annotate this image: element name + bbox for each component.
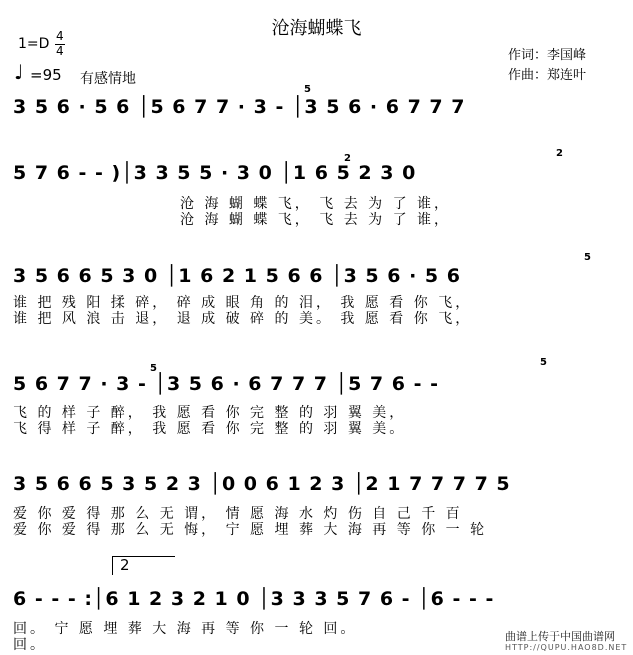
- notation-system-1: 3 5 6 · 5 6 │5 6 7 7 · 3 - │3 5 6 · 6 7 7 7: [13, 96, 466, 118]
- key-signature: 1=D: [18, 36, 50, 52]
- watermark-url: HTTP://QUPU.HAO8D.NET: [505, 643, 628, 652]
- notation-system-4: 5 6 7 7 · 3 - │3 5 6 · 6 7 7 7 │5 7 6 - -: [13, 373, 439, 395]
- time-signature-bottom: 4: [56, 44, 64, 58]
- ending-number: 2: [120, 556, 130, 574]
- lyrics-verse-2: 谁 把 风 浪 击 退， 退 成 破 碎 的 美。 我 愿 看 你 飞，: [13, 311, 473, 327]
- time-signature-top: 4: [56, 29, 64, 43]
- lyrics-verse-1: 飞 的 样 子 醉， 我 愿 看 你 完 整 的 羽 翼 美，: [13, 405, 407, 421]
- grace-note: 5: [540, 357, 547, 368]
- lyrics-verse-2: 沧 海 蝴 蝶 飞， 飞 去 为 了 谁，: [180, 212, 452, 228]
- notation-system-3: 3 5 6 6 5 3 0 │1 6 2 1 5 6 6 │3 5 6 · 5 6: [13, 265, 461, 287]
- notation-system-6: 6 - - - :│6 1 2 3 2 1 0 │3 3 3 5 7 6 - │6 - - -: [13, 588, 495, 610]
- composer-credit: 作曲：郑连叶: [508, 68, 587, 83]
- lyricist-credit: 作词：李国峰: [508, 48, 587, 63]
- watermark-text: 曲谱上传于中国曲谱网: [505, 630, 615, 643]
- song-title: 沧海蝴蝶飞: [271, 18, 362, 39]
- lyrics-verse-1: 沧 海 蝴 蝶 飞， 飞 去 为 了 谁，: [180, 196, 452, 212]
- lyrics-verse-1: 回。 宁 愿 埋 葬 大 海 再 等 你 一 轮 回。: [13, 621, 358, 637]
- grace-note: 5: [150, 363, 157, 374]
- grace-note: 2: [344, 153, 351, 164]
- expression-marking: 有感情地: [80, 71, 136, 87]
- grace-note: 5: [584, 252, 591, 263]
- lyrics-verse-2: 爱 你 爱 得 那 么 无 悔， 宁 愿 埋 葬 大 海 再 等 你 一 轮: [13, 522, 488, 538]
- lyrics-verse-2: 飞 得 样 子 醉， 我 愿 看 你 完 整 的 羽 翼 美。: [13, 421, 407, 437]
- lyrics-verse-1: 爱 你 爱 得 那 么 无 谓， 情 愿 海 水 灼 伤 自 己 千 百: [13, 506, 463, 522]
- grace-note: 2: [556, 148, 563, 159]
- grace-note: 5: [304, 84, 311, 95]
- lyrics-verse-1: 谁 把 残 阳 揉 碎， 碎 成 眼 角 的 泪， 我 愿 看 你 飞，: [13, 295, 473, 311]
- notation-system-2: 5 7 6 - - )│3 3 5 5 · 3 0 │1 6 5 2 3 0: [13, 162, 417, 184]
- tempo-marking: =95: [30, 66, 62, 84]
- notation-system-5: 3 5 6 6 5 3 5 2 3 │0 0 6 1 2 3 │2 1 7 7 7 7 5: [13, 473, 511, 495]
- quarter-note-icon: ♩: [14, 60, 24, 84]
- lyrics-verse-2: 回。: [13, 637, 47, 653]
